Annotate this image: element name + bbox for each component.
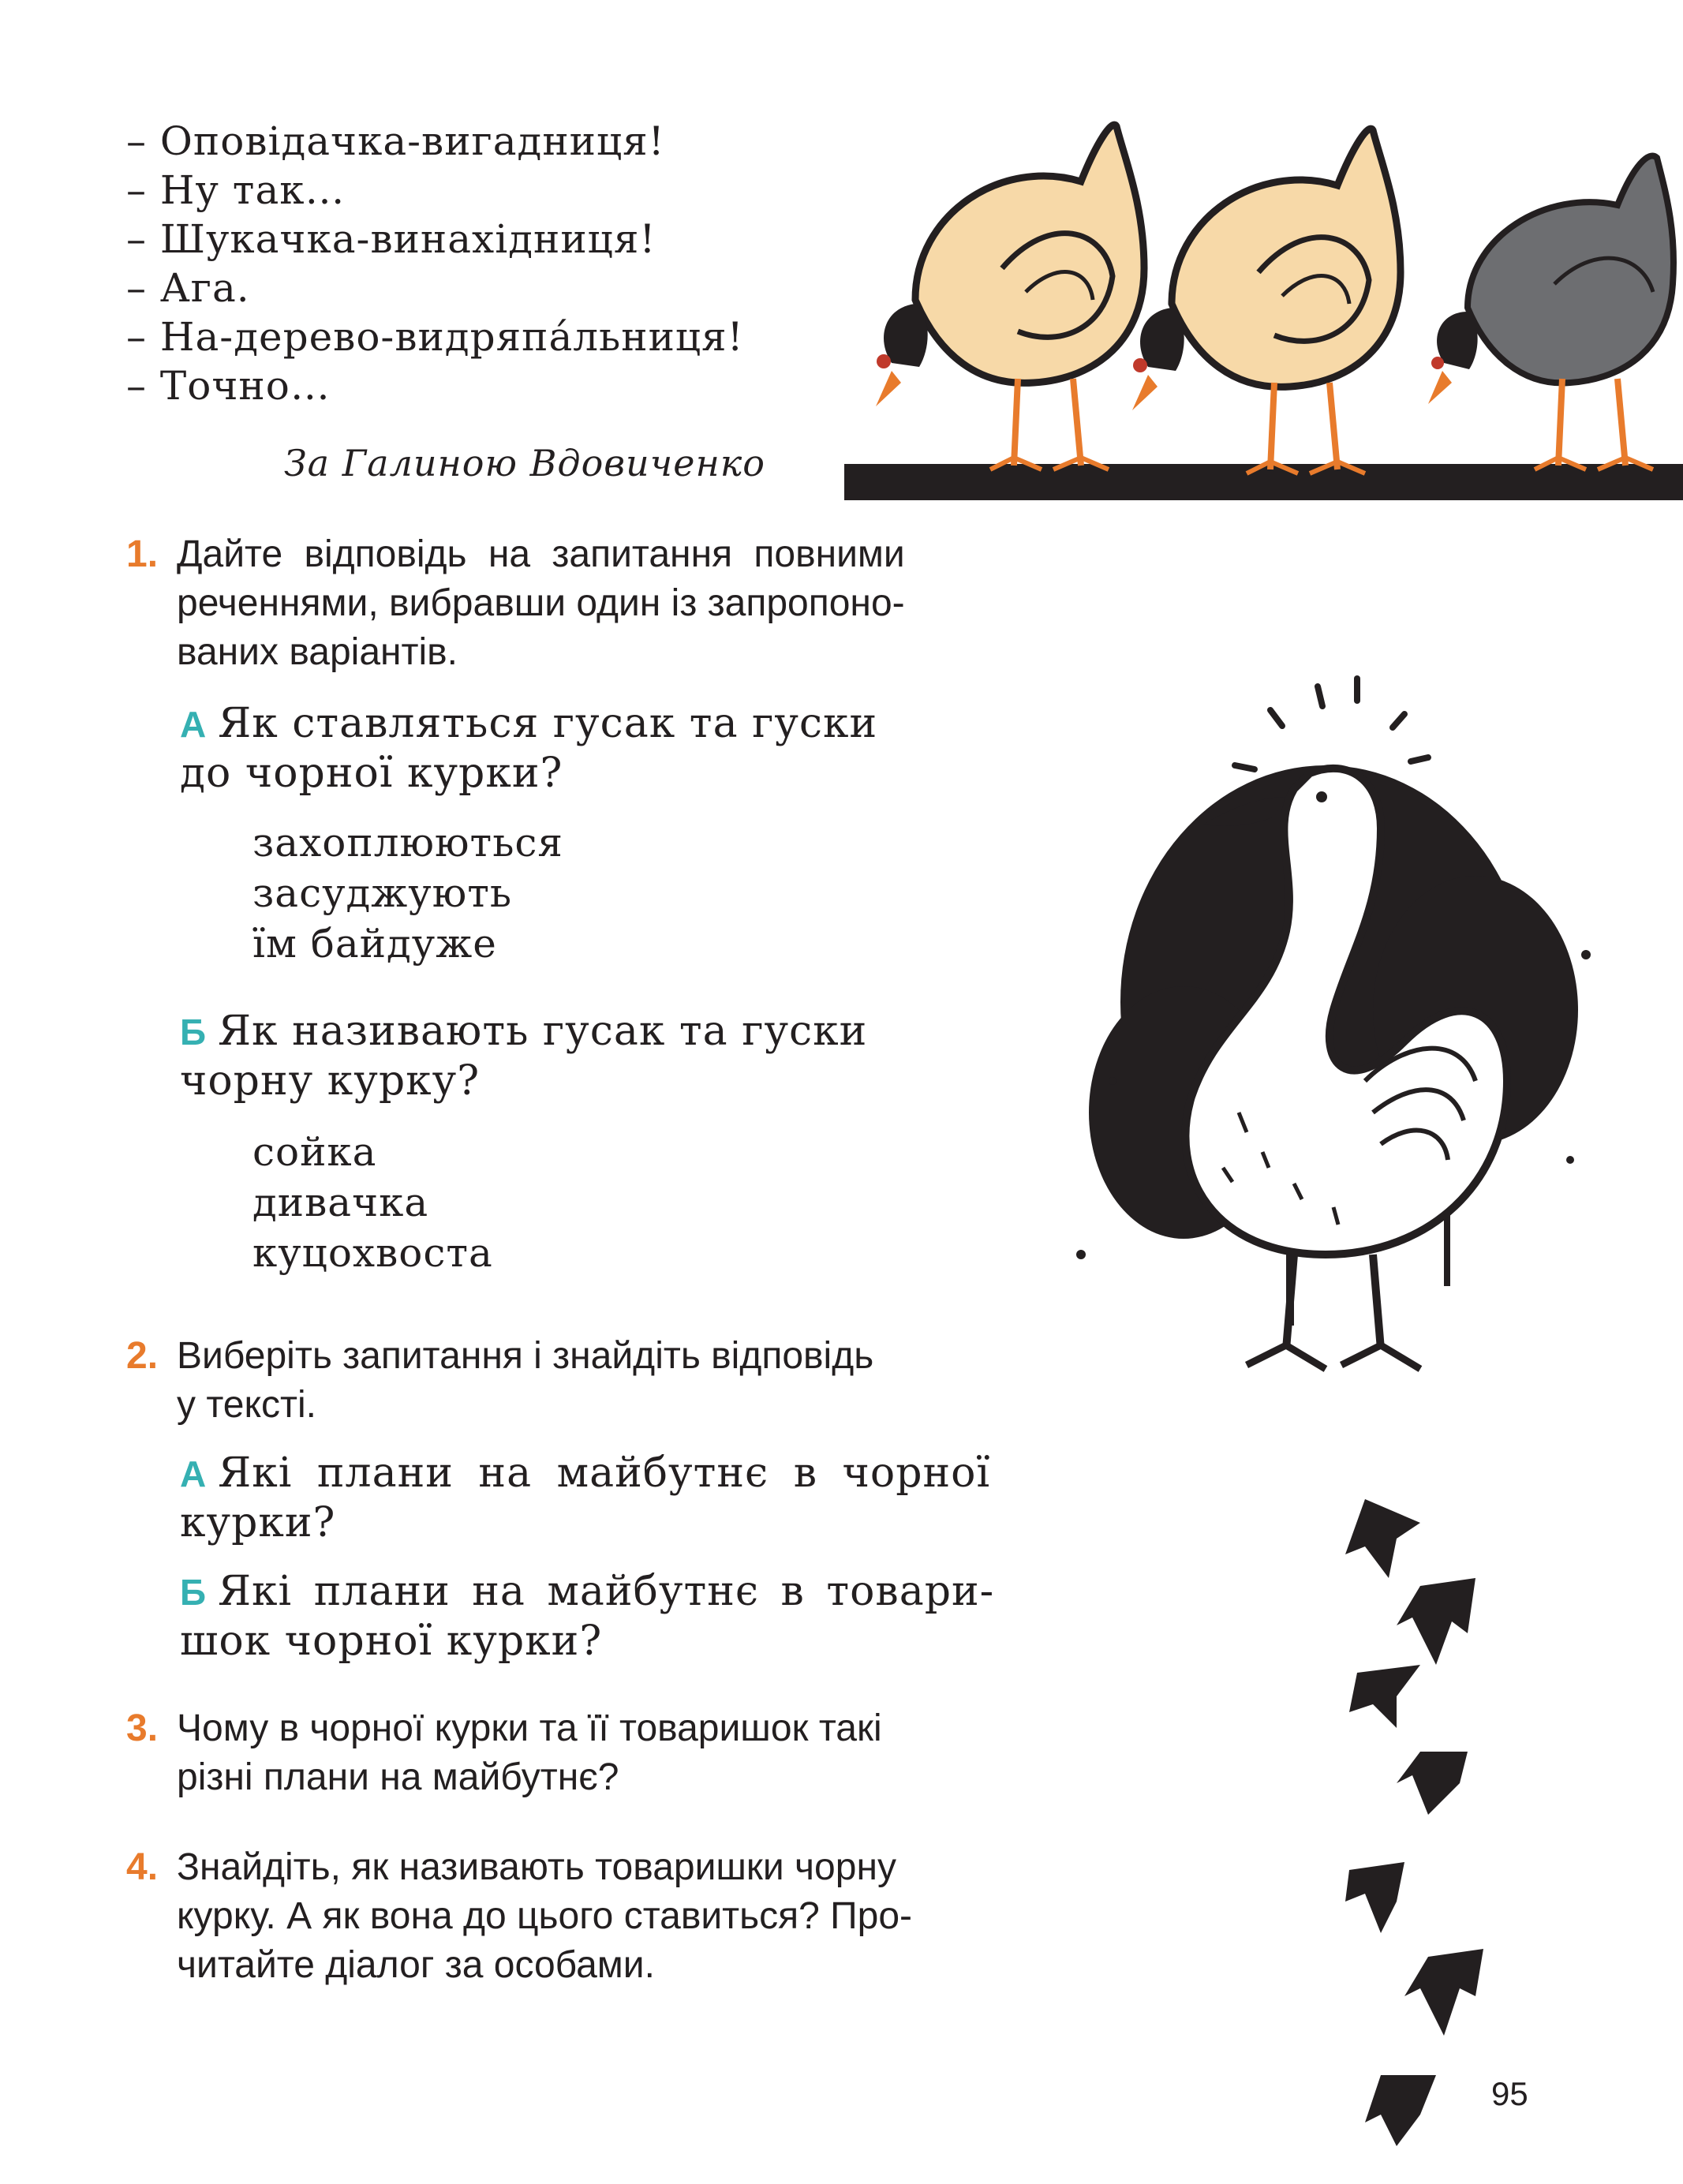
poem-line: – Ну так… (126, 167, 346, 213)
task-4 (126, 1843, 1018, 1990)
question-line: Як називають гусак та гуски (218, 1008, 868, 1055)
task-number: 1. (126, 533, 159, 575)
task-line: Виберіть запитання і знайдіть відповідь (177, 1335, 874, 1377)
answer-option: засуджують (252, 870, 513, 916)
footprint-icon (1397, 1578, 1475, 1665)
option-letter: А (180, 1453, 208, 1494)
task-line: Знайдіть, як називають товаришки чорну (177, 1846, 896, 1888)
option-letter: Б (180, 1012, 208, 1053)
footprint-icon (1397, 1752, 1468, 1815)
hens-illustration (844, 110, 1683, 513)
poem-line: – Ага. (126, 265, 250, 311)
question-line: Які плани на майбутнє в товари- (218, 1568, 995, 1615)
task-1 (126, 530, 1018, 677)
task-line: Дайте відповідь на запитання повними (177, 533, 905, 575)
task-text (177, 1843, 1018, 1990)
question-2b (180, 1567, 1016, 1666)
option-letter: Б (180, 1572, 208, 1613)
footprint-icon (1345, 1499, 1420, 1578)
answer-option: сойка (252, 1129, 377, 1175)
task-number: 4. (126, 1846, 159, 1888)
attribution: За Галиною Вдовиченко (284, 442, 765, 484)
task-line: читайте діалог за особами. (177, 1944, 655, 1986)
task-line: у тексті. (177, 1384, 316, 1426)
poem-line: – Шукачка-винахідниця! (126, 216, 656, 262)
task-number: 3. (126, 1707, 159, 1749)
answer-option: куцохвоста (252, 1230, 493, 1276)
poem-line: – На-дерево-видряпа́льниця! (126, 314, 744, 360)
perch-bar (844, 464, 1683, 500)
task-number: 2. (126, 1335, 159, 1377)
question-line: шок чорної курки? (180, 1617, 603, 1665)
question-line: курки? (180, 1499, 336, 1546)
question-1b (180, 1007, 1016, 1105)
task-line: курку. А як вона до цього ставиться? Про- (177, 1895, 913, 1937)
surprise-marks (1235, 679, 1428, 769)
footprints (1341, 1491, 1546, 2170)
task-line: різні плани на майбутнє? (177, 1756, 619, 1798)
question-line: Як ставляться гусак та гуски (218, 700, 878, 747)
poem (126, 117, 821, 410)
footprint-icon (1345, 1862, 1404, 1933)
hen-icon (876, 125, 1144, 469)
option-letter: А (180, 704, 208, 745)
task-text (177, 530, 1018, 677)
footprint-icon (1349, 1665, 1420, 1728)
answers-1b (252, 1127, 493, 1278)
page-number: 95 (1491, 2075, 1528, 2112)
question-line: чорну курку? (180, 1057, 481, 1105)
poem-line: – Оповідачка-вигадниця! (126, 118, 665, 164)
task-2 (126, 1332, 1018, 1430)
poem-line: – Точно… (126, 363, 331, 409)
question-line: Які плани на майбутнє в чорної (218, 1449, 991, 1497)
black-hen-icon (1428, 156, 1674, 470)
hen-icon (1132, 129, 1401, 473)
goose-illustration (1034, 671, 1665, 1444)
task-text (177, 1332, 1018, 1430)
task-line: реченнями, вибравши один із запропоно- (177, 582, 905, 624)
answer-option: їм байдуже (252, 921, 497, 967)
task-line: ваних варіантів. (177, 631, 458, 673)
task-3 (126, 1704, 1018, 1802)
footprint-icon (1404, 1949, 1483, 2036)
question-1a (180, 699, 1016, 798)
footprint-icon (1365, 2075, 1436, 2146)
task-line: Чому в чорної курки та її товаришок такі (177, 1707, 882, 1749)
question-line: до чорної курки? (180, 750, 563, 797)
task-text (177, 1704, 1018, 1802)
answers-1a (252, 817, 563, 969)
question-2a (180, 1449, 1016, 1547)
answer-option: дивачка (252, 1180, 429, 1225)
answer-option: захоплюються (252, 820, 563, 866)
